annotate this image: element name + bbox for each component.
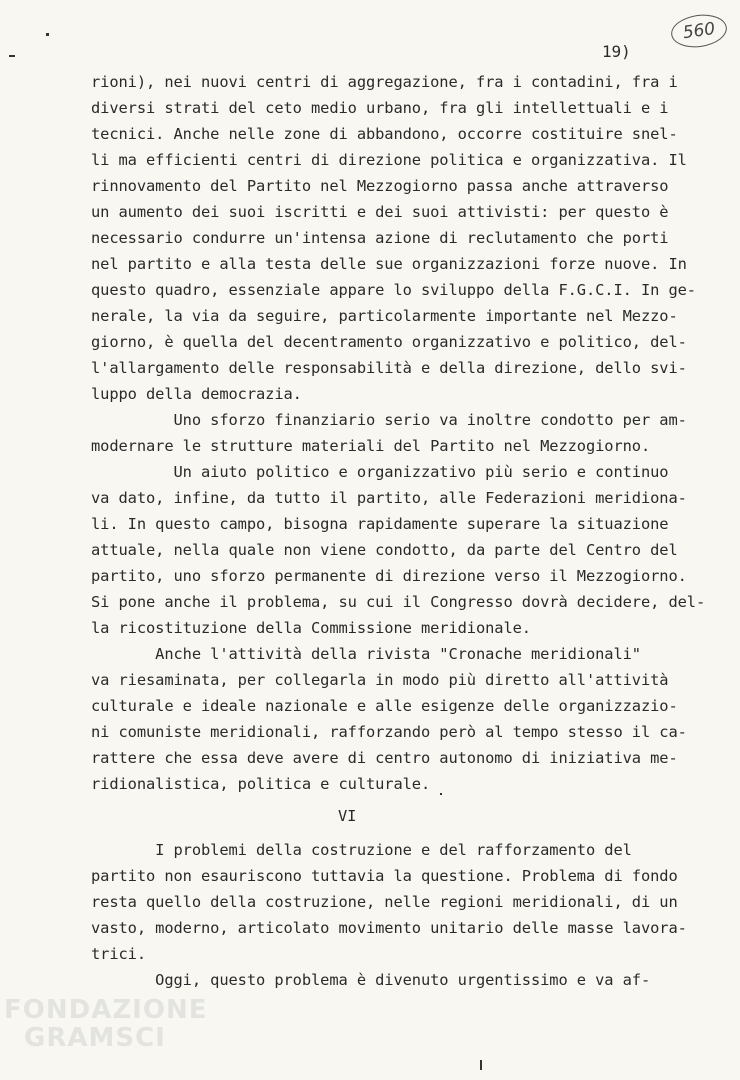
text-line: rioni), nei nuovi centri di aggregazione, fra i contadini, fra i — [91, 73, 678, 91]
text-line: attuale, nella quale non viene condotto, da parte del Centro del — [91, 541, 678, 559]
text-line: culturale e ideale nazionale e alle esigenze delle organizzazio- — [91, 697, 678, 715]
text-line: Un aiuto politico e organizzativo più serio e continuo — [91, 463, 669, 481]
text-line: rinnovamento del Partito nel Mezzogiorno passa anche attraverso — [91, 177, 669, 195]
text-line: va dato, infine, da tutto il partito, alle Federazioni meridiona- — [91, 489, 687, 507]
archive-stamp: 560 — [669, 11, 729, 50]
text-line: resta quello della costruzione, nelle regioni meridionali, di un — [91, 893, 678, 911]
text-line: rattere che essa deve avere di centro autonomo di iniziativa me- — [91, 749, 678, 767]
text-line: Si pone anche il problema, su cui il Congresso dovrà decidere, del- — [91, 593, 706, 611]
text-line: ridionalistica, politica e culturale. — [91, 775, 431, 793]
text-line: partito non esauriscono tuttavia la questione. Problema di fondo — [91, 867, 678, 885]
text-line: nel partito e alla testa delle sue organizzazioni forze nuove. In — [91, 255, 687, 273]
text-line: li ma efficienti centri di direzione politica e organizzativa. Il — [91, 151, 687, 169]
text-line: giorno, è quella del decentramento organizzativo e politico, del- — [91, 333, 687, 351]
text-line: tecnici. Anche nelle zone di abbandono, occorre costituire snel- — [91, 125, 678, 143]
text-line: l'allargamento delle responsabilità e della direzione, dello svi- — [91, 359, 687, 377]
watermark-line: FONDAZIONE — [4, 995, 208, 1025]
text-line: va riesaminata, per collegarla in modo più diretto all'attività — [91, 671, 669, 689]
text-line: vasto, moderno, articolato movimento unitario delle masse lavora- — [91, 919, 687, 937]
text-line: I problemi della costruzione e del rafforzamento del — [91, 841, 632, 859]
text-line: diversi strati del ceto medio urbano, fra gli intellettuali e i — [91, 99, 669, 117]
watermark-line: GRAMSCI — [24, 1023, 166, 1053]
text-line: trici. — [91, 945, 146, 963]
text-line: partito, uno sforzo permanente di direzione verso il Mezzogiorno. — [91, 567, 687, 585]
text-line: modernare le strutture materiali del Partito nel Mezzogiorno. — [91, 437, 651, 455]
margin-tick — [9, 55, 15, 57]
text-line: necessario condurre un'intensa azione di reclutamento che porti — [91, 229, 669, 247]
text-line: li. In questo campo, bisogna rapidamente superare la situazione — [91, 515, 669, 533]
text-line: nerale, la via da seguire, particolarmente importante nel Mezzo- — [91, 307, 678, 325]
text-line: la ricostituzione della Commissione meridionale. — [91, 619, 531, 637]
text-line: Oggi, questo problema è divenuto urgentissimo e va af- — [91, 971, 651, 989]
text-line: luppo della democrazia. — [91, 385, 302, 403]
margin-dot — [46, 33, 49, 36]
text-line: un aumento dei suoi iscritti e dei suoi attivisti: per questo è — [91, 203, 669, 221]
text-line: ni comuniste meridionali, rafforzando però al tempo stesso il ca- — [91, 723, 687, 741]
page-number: 19) — [602, 42, 631, 61]
text-line: Uno sforzo finanziario serio va inoltre condotto per am- — [91, 411, 687, 429]
text-line: Anche l'attività della rivista "Cronache meridionali" — [91, 645, 641, 663]
section-heading: VI — [338, 807, 357, 825]
archive-watermark — [4, 996, 207, 1052]
margin-dot — [440, 793, 442, 795]
text-line: questo quadro, essenziale appare lo sviluppo della F.G.C.I. In ge- — [91, 281, 696, 299]
margin-tick — [480, 1060, 482, 1070]
